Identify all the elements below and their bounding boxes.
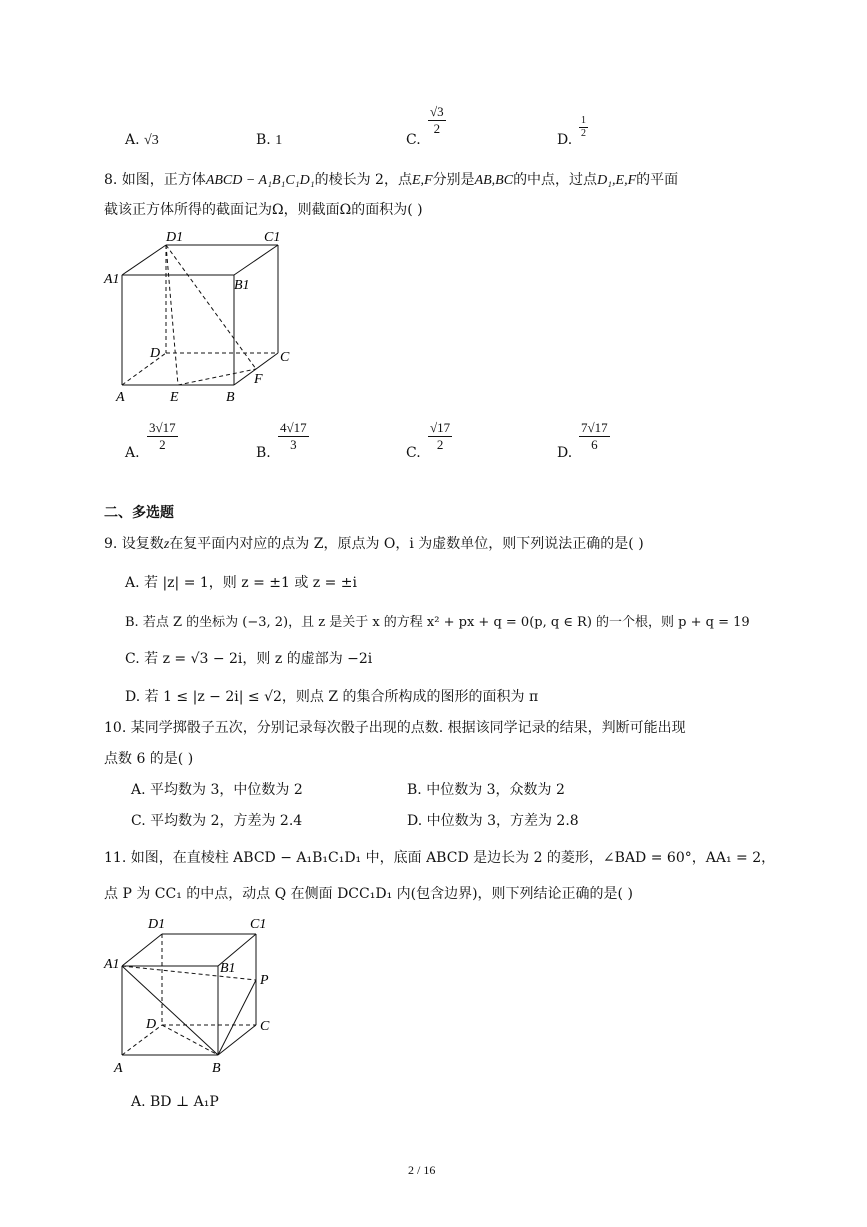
q8-option-b: B. — [256, 445, 271, 461]
q7-option-a: A. √3 — [125, 132, 159, 148]
q11-label-b: B — [212, 1061, 221, 1076]
q8-option-c-fraction: $\frac{√17}{2}$ — [430, 420, 451, 452]
q10-option-d: D. 中位数为 3，方差为 2.8 — [407, 813, 579, 829]
q8-option-a: A. — [125, 445, 140, 461]
q10-option-c: C. 平均数为 2，方差为 2.4 — [131, 813, 303, 829]
q10-stem-line2: 点数 6 的是( ) — [104, 751, 194, 767]
q10-option-a: A. 平均数为 3，中位数为 2 — [131, 782, 303, 798]
q8-option-b-fraction: $\frac{4√17}{3}$ — [280, 420, 307, 452]
q7-option-b: B. 1 — [256, 132, 283, 148]
q11-label-a: A — [114, 1061, 123, 1076]
q8-label-a: A — [116, 390, 125, 405]
q8-label-c: C — [280, 350, 290, 365]
q8-cube-figure — [100, 225, 310, 410]
q11-stem-line2: 点 P 为 CC₁ 的中点，动点 Q 在侧面 DCC₁D₁ 内(包含边界)，则下列结论正确的是( ) — [104, 886, 633, 902]
q8-option-d: D. — [557, 445, 573, 461]
q11-prism-figure — [100, 910, 290, 1080]
q7-option-d: D. — [557, 132, 573, 148]
q8-label-b1: B1 — [234, 278, 250, 293]
q7-option-c-fraction: $\frac{√3}{2}$ — [430, 104, 444, 136]
page-number: 2 / 16 — [408, 1163, 436, 1177]
q11-stem-line1: 11. 如图，在直棱柱 ABCD − A₁B₁C₁D₁ 中，底面 ABCD 是边长为 2 的菱形，∠BAD = 60°，AA₁ = 2， — [104, 850, 776, 866]
q11-label-c1: C1 — [250, 917, 267, 932]
q8-label-c1: C1 — [264, 230, 281, 245]
q9-stem: 9. 设复数z在复平面内对应的点为 Z，原点为 O，i 为虚数单位，则下列说法正确的是( ) — [104, 536, 644, 552]
q8-option-a-fraction: $\frac{3√17}{2}$ — [149, 420, 176, 452]
q10-option-b: B. 中位数为 3，众数为 2 — [407, 782, 565, 798]
q11-label-b1: B1 — [220, 961, 236, 976]
q11-label-p: P — [260, 973, 269, 988]
q9-option-a: A. 若 |z| = 1，则 z = ±1 或 z = ±i — [125, 575, 358, 591]
q8-label-f: F — [254, 372, 263, 387]
q9-option-c: C. 若 z = √3 − 2i，则 z 的虚部为 −2i — [125, 651, 373, 667]
section-title: 二、多选题 — [104, 505, 174, 521]
q8-label-e: E — [170, 390, 179, 405]
q8-label-a1: A1 — [104, 272, 120, 287]
q8-label-d: D — [150, 346, 161, 361]
q8-stem-line1: 8. 如图，正方体ABCD − A₁B₁C₁D₁的棱长为 2，点E,F分别是AB,BC的中点，过点D₁,E,F的平面 — [104, 172, 679, 188]
q7-option-d-fraction: $\frac{1}{2}$ — [581, 115, 586, 139]
q8-stem-line2: 截该正方体所得的截面记为Ω，则截面Ω的面积为( ) — [104, 202, 423, 218]
q8-option-d-fraction: $\frac{7√17}{6}$ — [581, 420, 608, 452]
q8-option-c: C. — [406, 445, 421, 461]
q9-option-d: D. 若 1 ≤ |z − 2i| ≤ √2，则点 Z 的集合所构成的图形的面积为 π — [125, 689, 539, 705]
q11-label-d1: D1 — [148, 917, 166, 932]
q8-label-b: B — [226, 390, 235, 405]
q7-option-c: C. — [406, 132, 421, 148]
q11-label-c: C — [260, 1019, 270, 1034]
q11-label-d: D — [146, 1017, 157, 1032]
q10-stem-line1: 10. 某同学掷骰子五次，分别记录每次骰子出现的点数. 根据该同学记录的结果，判断可能出现 — [104, 720, 686, 736]
q11-option-a: A. BD ⊥ A₁P — [131, 1094, 219, 1110]
q9-option-b: B. 若点 Z 的坐标为 (−3, 2)，且 z 是关于 x 的方程 x² + px + q = 0(p, q ∈ R) 的一个根，则 p + q = 19 — [125, 615, 750, 630]
q11-label-a1: A1 — [104, 957, 120, 972]
q8-label-d1: D1 — [166, 230, 184, 245]
